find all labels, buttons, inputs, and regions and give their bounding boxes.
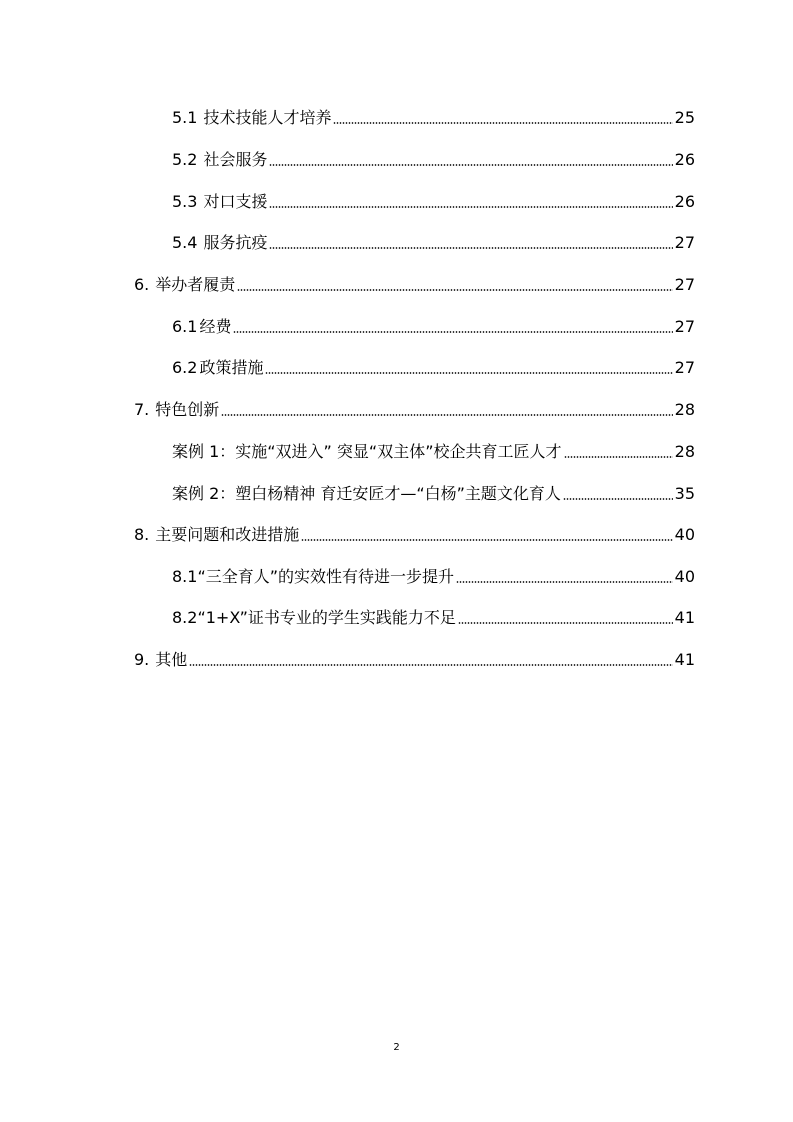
toc-entry-5-2[interactable] — [172, 146, 695, 170]
toc-entry-number: 8.1 — [172, 567, 198, 586]
toc-entry-page: 41 — [674, 608, 695, 627]
dot-leader — [563, 498, 673, 500]
toc-entry-text: 对口支援 — [203, 192, 268, 211]
dot-leader — [456, 581, 673, 583]
toc-entry-page: 26 — [674, 150, 695, 169]
toc-entry-number: 5.1 — [172, 108, 198, 127]
dot-leader — [269, 164, 672, 166]
toc-entry-title — [172, 192, 267, 212]
toc-entry-title — [172, 567, 454, 587]
toc-entry-title — [134, 525, 299, 545]
toc-entry-title — [134, 400, 219, 420]
toc-entry-number: 6.1 — [172, 317, 198, 336]
toc-entry-page: 27 — [674, 358, 695, 377]
toc-entry-page: 26 — [674, 192, 695, 211]
toc-entry-page: 27 — [674, 275, 695, 294]
toc-entry-page: 28 — [674, 442, 695, 461]
toc-entry-number: 8. — [134, 525, 150, 544]
toc-entry-number: 9. — [134, 650, 150, 669]
dot-leader — [233, 331, 672, 333]
toc-entry-8-1[interactable] — [172, 563, 695, 587]
toc-entry-number: 8.2 — [172, 608, 198, 627]
toc-entry-9[interactable] — [134, 646, 695, 670]
dot-leader — [269, 247, 672, 249]
dot-leader — [269, 206, 672, 208]
toc-entry-5-3[interactable] — [172, 188, 695, 212]
toc-entry-page: 40 — [674, 567, 695, 586]
toc-entry-title — [172, 608, 456, 628]
toc-entry-5-4[interactable] — [172, 229, 695, 253]
toc-entry-text: 服务抗疫 — [203, 233, 268, 252]
toc-entry-text: 政策措施 — [199, 358, 264, 377]
toc-entry-number: 5.2 — [172, 150, 198, 169]
toc-entry-page: 25 — [674, 108, 695, 127]
toc-entry-6[interactable] — [134, 271, 695, 295]
toc-entry-8[interactable] — [134, 521, 695, 545]
dot-leader — [221, 414, 672, 416]
toc-entry-number: 5.4 — [172, 233, 198, 252]
toc-entry-title — [134, 650, 187, 670]
dot-leader — [189, 664, 672, 666]
toc-entry-page: 28 — [674, 400, 695, 419]
toc-entry-page: 35 — [674, 484, 695, 503]
toc-entry-text: “三全育人”的实效性有待进一步提升 — [197, 567, 455, 586]
toc-entry-page: 40 — [674, 525, 695, 544]
toc-entry-text: “1+X”证书专业的学生实践能力不足 — [197, 608, 456, 627]
toc-entry-page: 27 — [674, 233, 695, 252]
toc-entry-text: 特色创新 — [155, 400, 220, 419]
toc-entry-6-1[interactable] — [172, 313, 695, 337]
toc-entry-case-2[interactable] — [172, 480, 695, 504]
toc-entry-page: 27 — [674, 317, 695, 336]
toc-entry-5-1[interactable] — [172, 104, 695, 128]
toc-entry-title: 案例 1：实施“双进入” 突显“双主体”校企共育工匠人才 — [172, 442, 562, 461]
toc-entry-text: 举办者履责 — [155, 275, 236, 294]
toc-entry-title: 案例 2：塑白杨精神 育迁安匠才—“白杨”主题文化育人 — [172, 484, 561, 503]
dot-leader — [564, 456, 673, 458]
dot-leader — [458, 622, 673, 624]
dot-leader — [301, 539, 672, 541]
toc-entry-text: 经费 — [199, 317, 232, 336]
toc-entry-number: 6.2 — [172, 358, 198, 377]
toc-entry-title — [172, 108, 331, 128]
page-number: 2 — [393, 1042, 400, 1053]
toc-entry-text: 社会服务 — [203, 150, 268, 169]
dot-leader — [333, 122, 672, 124]
toc-entry-title — [172, 150, 267, 170]
toc-entry-number: 7. — [134, 400, 150, 419]
toc-entry-title — [172, 233, 267, 253]
toc-entry-6-2[interactable] — [172, 354, 695, 378]
toc-entry-case-1[interactable] — [172, 438, 695, 462]
toc-entry-text: 其他 — [155, 650, 188, 669]
toc-entry-title — [134, 275, 235, 295]
toc-entry-text: 主要问题和改进措施 — [155, 525, 300, 544]
toc-entry-page: 41 — [674, 650, 695, 669]
toc-entry-number: 6. — [134, 275, 150, 294]
toc-entry-8-2[interactable] — [172, 604, 695, 628]
dot-leader — [237, 289, 672, 291]
toc-entry-title — [172, 358, 263, 378]
toc-entry-7[interactable] — [134, 396, 695, 420]
toc-entry-title — [172, 317, 231, 337]
toc-entry-text: 技术技能人才培养 — [203, 108, 332, 127]
dot-leader — [265, 372, 672, 374]
toc-entry-number: 5.3 — [172, 192, 198, 211]
